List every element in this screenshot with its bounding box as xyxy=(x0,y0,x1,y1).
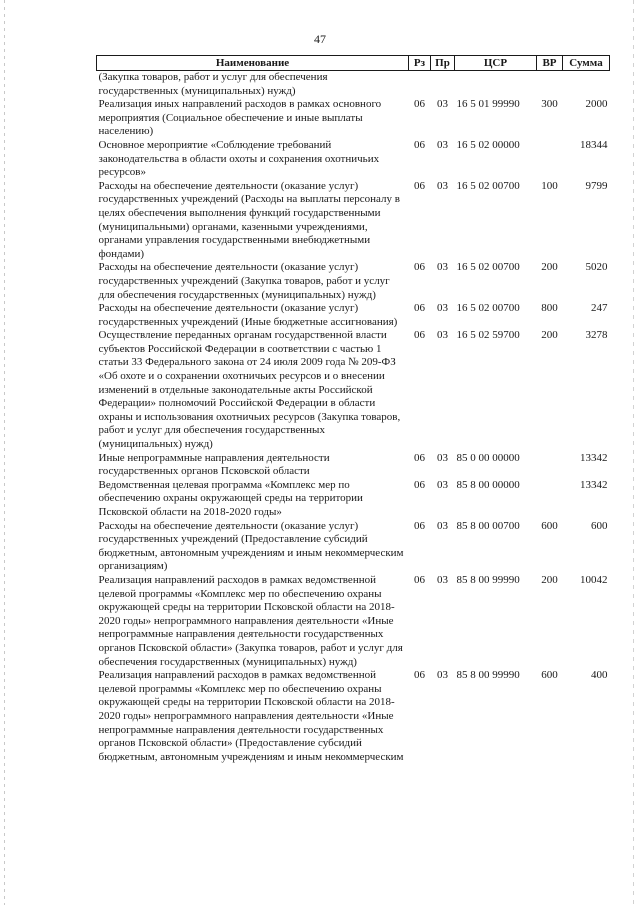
row-csr: 85 0 00 00000 xyxy=(456,451,520,464)
row-name: Реализация иных направлений расходов в рамках основного мероприятия (Социальное обеспечение и иные выплаты населению) xyxy=(98,98,382,138)
row-pr: 03 xyxy=(437,451,448,464)
row-rz: 06 xyxy=(414,669,425,682)
row-rz: 06 xyxy=(414,138,425,151)
row-vr: 800 xyxy=(541,302,558,315)
row-sum: 10042 xyxy=(580,573,608,586)
row-vr: 200 xyxy=(541,329,558,342)
row-sum: 600 xyxy=(591,519,608,532)
table-body xyxy=(97,71,610,765)
row-sum: 13342 xyxy=(580,451,608,464)
row-vr: 600 xyxy=(541,519,558,532)
row-pr: 03 xyxy=(437,519,448,532)
row-name: Расходы на обеспечение деятельности (оказание услуг) государственных учреждений (Закупка товаров, работ и услуг для обеспечения государственных (муниципальных) нужд) xyxy=(98,261,390,301)
row-vr xyxy=(537,139,563,180)
row-name: Реализация направлений расходов в рамках ведомственной целевой программы «Комплекс мер по обеспечению охраны окружающей среды на территории Псковской области на 2018-2020 годы» непрограммного направления деятельности «Иные непрограммные направления деятельности государственных органов Псковской области» (Закупка товаров, работ и услуг для обеспечения государственных (муниципальных) нужд) xyxy=(98,573,403,668)
header-sum: Сумма xyxy=(563,56,610,71)
scan-left-edge xyxy=(4,0,5,905)
row-csr: 85 8 00 99990 xyxy=(456,573,520,586)
row-name: (Закупка товаров, работ и услуг для обеспечения государственных (муниципальных) нужд) xyxy=(98,71,328,97)
row-csr: 16 5 02 59700 xyxy=(456,329,520,342)
table-row xyxy=(97,71,610,99)
row-rz: 06 xyxy=(414,329,425,342)
table-row xyxy=(97,452,610,479)
row-vr xyxy=(537,452,563,479)
row-pr: 03 xyxy=(437,329,448,342)
row-pr: 03 xyxy=(437,478,448,491)
row-name: Расходы на обеспечение деятельности (оказание услуг) государственных учреждений (Иные бюджетные ассигнования) xyxy=(98,302,398,328)
table-row xyxy=(97,574,610,669)
row-sum: 13342 xyxy=(580,478,608,491)
row-rz: 06 xyxy=(414,302,425,315)
row-name: Осуществление переданных органам государственной власти субъектов Российской Федерации в соответствии с частью 1 статьи 33 Федерального закона от 24 июля 2009 года № 209-ФЗ «Об охоте и о сохранении охотничьих ресурсов и о внесении изменений в отдельные законодательные акты Российской Федерации» полномочий Российской Федерации в области охраны и использования охотничьих ресурсов (Закупка товаров, работ и услуг для обеспечения государственных (муниципальных) нужд) xyxy=(98,329,401,451)
row-pr: 03 xyxy=(437,302,448,315)
header-pr: Пр xyxy=(431,56,455,71)
row-vr xyxy=(537,71,563,99)
row-sum: 9799 xyxy=(585,179,608,192)
row-rz: 06 xyxy=(414,98,425,111)
row-sum: 18344 xyxy=(580,138,608,151)
row-sum xyxy=(563,71,610,99)
row-sum: 400 xyxy=(591,669,608,682)
row-csr: 16 5 02 00700 xyxy=(456,261,520,274)
row-pr: 03 xyxy=(437,179,448,192)
row-rz: 06 xyxy=(414,519,425,532)
row-sum: 3278 xyxy=(585,329,608,342)
table-header xyxy=(97,56,610,71)
row-sum: 5020 xyxy=(585,261,608,274)
table-row xyxy=(97,180,610,262)
header-row xyxy=(97,56,610,71)
table-row xyxy=(97,329,610,451)
row-pr: 03 xyxy=(437,261,448,274)
row-name: Реализация направлений расходов в рамках ведомственной целевой программы «Комплекс мер по обеспечению охраны окружающей среды на территории Псковской области на 2018-2020 годы» непрограммного направления деятельности «Иные непрограммные направления деятельности государственных органов Псковской области» (Предоставление субсидий бюджетным, автономным учреждениям и иным некоммерческим xyxy=(98,669,404,763)
row-vr xyxy=(537,479,563,520)
table-row xyxy=(97,98,610,139)
header-name: Наименование xyxy=(97,56,409,71)
row-name: Расходы на обеспечение деятельности (оказание услуг) государственных учреждений (Расходы на выплаты персоналу в целях обеспечения выполнения функций государственными (муниципальными) органами, казенными учреждениями, органами управления государственными внебюджетными фондами) xyxy=(98,179,400,260)
table-row xyxy=(97,479,610,520)
row-rz xyxy=(409,71,431,99)
row-csr: 85 8 00 00000 xyxy=(456,478,520,491)
row-pr: 03 xyxy=(437,98,448,111)
row-csr: 16 5 02 00700 xyxy=(456,179,520,192)
budget-table xyxy=(96,55,610,764)
row-csr: 16 5 02 00000 xyxy=(456,138,520,151)
row-sum: 2000 xyxy=(585,98,608,111)
row-csr: 16 5 01 99990 xyxy=(456,98,520,111)
table-row xyxy=(97,669,610,764)
header-rz: Рз xyxy=(409,56,431,71)
row-csr xyxy=(455,71,537,99)
table-row xyxy=(97,139,610,180)
row-pr: 03 xyxy=(437,573,448,586)
row-rz: 06 xyxy=(414,179,425,192)
row-name: Основное мероприятие «Соблюдение требований законодательства в области охоты и сохранения охотничьих ресурсов» xyxy=(98,138,380,179)
table-row xyxy=(97,302,610,329)
row-sum: 247 xyxy=(591,302,608,315)
row-csr: 16 5 02 00700 xyxy=(456,302,520,315)
row-rz: 06 xyxy=(414,573,425,586)
row-vr: 600 xyxy=(541,669,558,682)
row-rz: 06 xyxy=(414,261,425,274)
header-vr: ВР xyxy=(537,56,563,71)
page-number: 47 xyxy=(314,32,326,46)
row-pr: 03 xyxy=(437,669,448,682)
header-csr: ЦСР xyxy=(455,56,537,71)
row-vr: 100 xyxy=(541,179,558,192)
table-row xyxy=(97,261,610,302)
scan-right-edge xyxy=(633,0,634,905)
row-csr: 85 8 00 99990 xyxy=(456,669,520,682)
row-vr: 200 xyxy=(541,261,558,274)
row-pr xyxy=(431,71,455,99)
row-pr: 03 xyxy=(437,138,448,151)
row-vr: 200 xyxy=(541,573,558,586)
row-name: Ведомственная целевая программа «Комплекс мер по обеспечению охраны окружающей среды на территории Псковской области на 2018-2020 годы» xyxy=(98,478,363,518)
row-name: Расходы на обеспечение деятельности (оказание услуг) государственных учреждений (Предоставление субсидий бюджетным, автономным учреждениям и иным некоммерческим организациям) xyxy=(98,519,404,573)
table-row xyxy=(97,520,610,574)
row-rz: 06 xyxy=(414,478,425,491)
row-csr: 85 8 00 00700 xyxy=(456,519,520,532)
row-vr: 300 xyxy=(541,98,558,111)
row-rz: 06 xyxy=(414,451,425,464)
row-name: Иные непрограммные направления деятельности государственных органов Псковской области xyxy=(98,451,330,478)
